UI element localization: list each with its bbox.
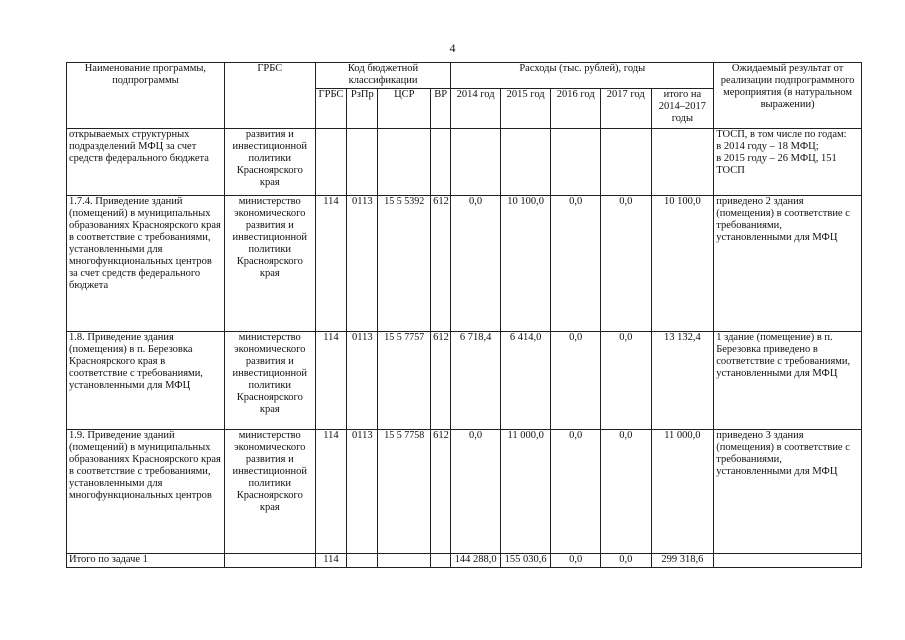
row-total: 10 100,0 [651, 196, 714, 332]
header-code-csr: ЦСР [378, 89, 431, 129]
row-2014 [451, 129, 501, 196]
row-total: 299 318,6 [651, 554, 714, 568]
row-2016: 0,0 [551, 430, 601, 554]
row-grbs: 114 [315, 196, 346, 332]
row-result [714, 554, 862, 568]
row-total: 13 132,4 [651, 332, 714, 430]
row-grbs: 114 [315, 554, 346, 568]
row-grbs-name: министерство экономического развития и инвестиционной политики Красноярского края [224, 332, 315, 430]
row-vr: 612 [431, 430, 451, 554]
header-year-2016: 2016 год [551, 89, 601, 129]
header-grbs: ГРБС [224, 63, 315, 129]
row-2015: 6 414,0 [500, 332, 551, 430]
row-2016: 0,0 [551, 196, 601, 332]
header-budget-code: Код бюджетной классификации [315, 63, 451, 89]
header-name: Наименование программы, подпрограммы [67, 63, 225, 129]
header-total: итого на 2014–2017 годы [651, 89, 714, 129]
row-rzpr: 0113 [347, 430, 378, 554]
row-2014: 0,0 [451, 430, 501, 554]
header-year-2017: 2017 год [600, 89, 651, 129]
row-name: 1.9. Приведение зданий (помещений) в муниципальных образованиях Красноярского края в соответствие с требованиями, установленными для многофункциональных центров [67, 430, 225, 554]
header-result: Ожидаемый результат от реализации подпрограммного мероприятия (в натуральном выражении) [714, 63, 862, 129]
row-2017 [600, 129, 651, 196]
row-grbs: 114 [315, 332, 346, 430]
row-result: 1 здание (помещение) в п. Березовка приведено в соответствие с требованиями, установленными для МФЦ [714, 332, 862, 430]
row-csr [378, 129, 431, 196]
table-row-total [67, 554, 862, 568]
table-row [67, 196, 862, 332]
header-code-vr: ВР [431, 89, 451, 129]
row-rzpr: 0113 [347, 332, 378, 430]
row-2015: 155 030,6 [500, 554, 551, 568]
row-grbs-name: министерство экономического развития и инвестиционной политики Красноярского края [224, 430, 315, 554]
row-name: открываемых структурных подразделений МФЦ за счет средств федерального бюджета [67, 129, 225, 196]
row-2014: 0,0 [451, 196, 501, 332]
row-grbs-name: развития и инвестиционной политики Красноярского края [224, 129, 315, 196]
row-2017: 0,0 [600, 430, 651, 554]
header-year-2015: 2015 год [500, 89, 551, 129]
row-2015: 11 000,0 [500, 430, 551, 554]
budget-table [66, 62, 862, 568]
row-2016: 0,0 [551, 554, 601, 568]
row-2017: 0,0 [600, 196, 651, 332]
row-2014: 6 718,4 [451, 332, 501, 430]
row-grbs: 114 [315, 430, 346, 554]
row-vr [431, 554, 451, 568]
row-result: приведено 2 здания (помещения) в соответствие с требованиями, установленными для МФЦ [714, 196, 862, 332]
row-csr: 15 5 5392 [378, 196, 431, 332]
row-rzpr [347, 554, 378, 568]
table-row [67, 430, 862, 554]
table-row [67, 332, 862, 430]
row-total [651, 129, 714, 196]
row-grbs-name [224, 554, 315, 568]
header-expenses: Расходы (тыс. рублей), годы [451, 63, 714, 89]
row-name: 1.7.4. Приведение зданий (помещений) в муниципальных образованиях Красноярского края в соответствие с требованиями, установленными для многофункциональных центров за счет средств федерального бюджета [67, 196, 225, 332]
page-number: 4 [449, 41, 456, 55]
row-csr [378, 554, 431, 568]
row-vr [431, 129, 451, 196]
row-2015: 10 100,0 [500, 196, 551, 332]
row-result: приведено 3 здания (помещения) в соответствие с требованиями, установленными для МФЦ [714, 430, 862, 554]
row-grbs-name: министерство экономического развития и инвестиционной политики Красноярского края [224, 196, 315, 332]
row-rzpr: 0113 [347, 196, 378, 332]
row-csr: 15 5 7757 [378, 332, 431, 430]
header-code-grbs: ГРБС [315, 89, 346, 129]
row-result: ТОСП, в том числе по годам: в 2014 году – 18 МФЦ; в 2015 году – 26 МФЦ, 151 ТОСП [714, 129, 862, 196]
header-year-2014: 2014 год [451, 89, 501, 129]
row-2016 [551, 129, 601, 196]
row-total: 11 000,0 [651, 430, 714, 554]
row-2014: 144 288,0 [451, 554, 501, 568]
row-grbs [315, 129, 346, 196]
row-rzpr [347, 129, 378, 196]
row-2017: 0,0 [600, 332, 651, 430]
row-2016: 0,0 [551, 332, 601, 430]
row-name: Итого по задаче 1 [67, 554, 225, 568]
row-2017: 0,0 [600, 554, 651, 568]
row-vr: 612 [431, 332, 451, 430]
row-2015 [500, 129, 551, 196]
header-code-rzpr: РзПр [347, 89, 378, 129]
row-csr: 15 5 7758 [378, 430, 431, 554]
table-row [67, 129, 862, 196]
row-name: 1.8. Приведение здания (помещения) в п. Березовка Красноярского края в соответствие с требованиями, установленными для МФЦ [67, 332, 225, 430]
row-vr: 612 [431, 196, 451, 332]
